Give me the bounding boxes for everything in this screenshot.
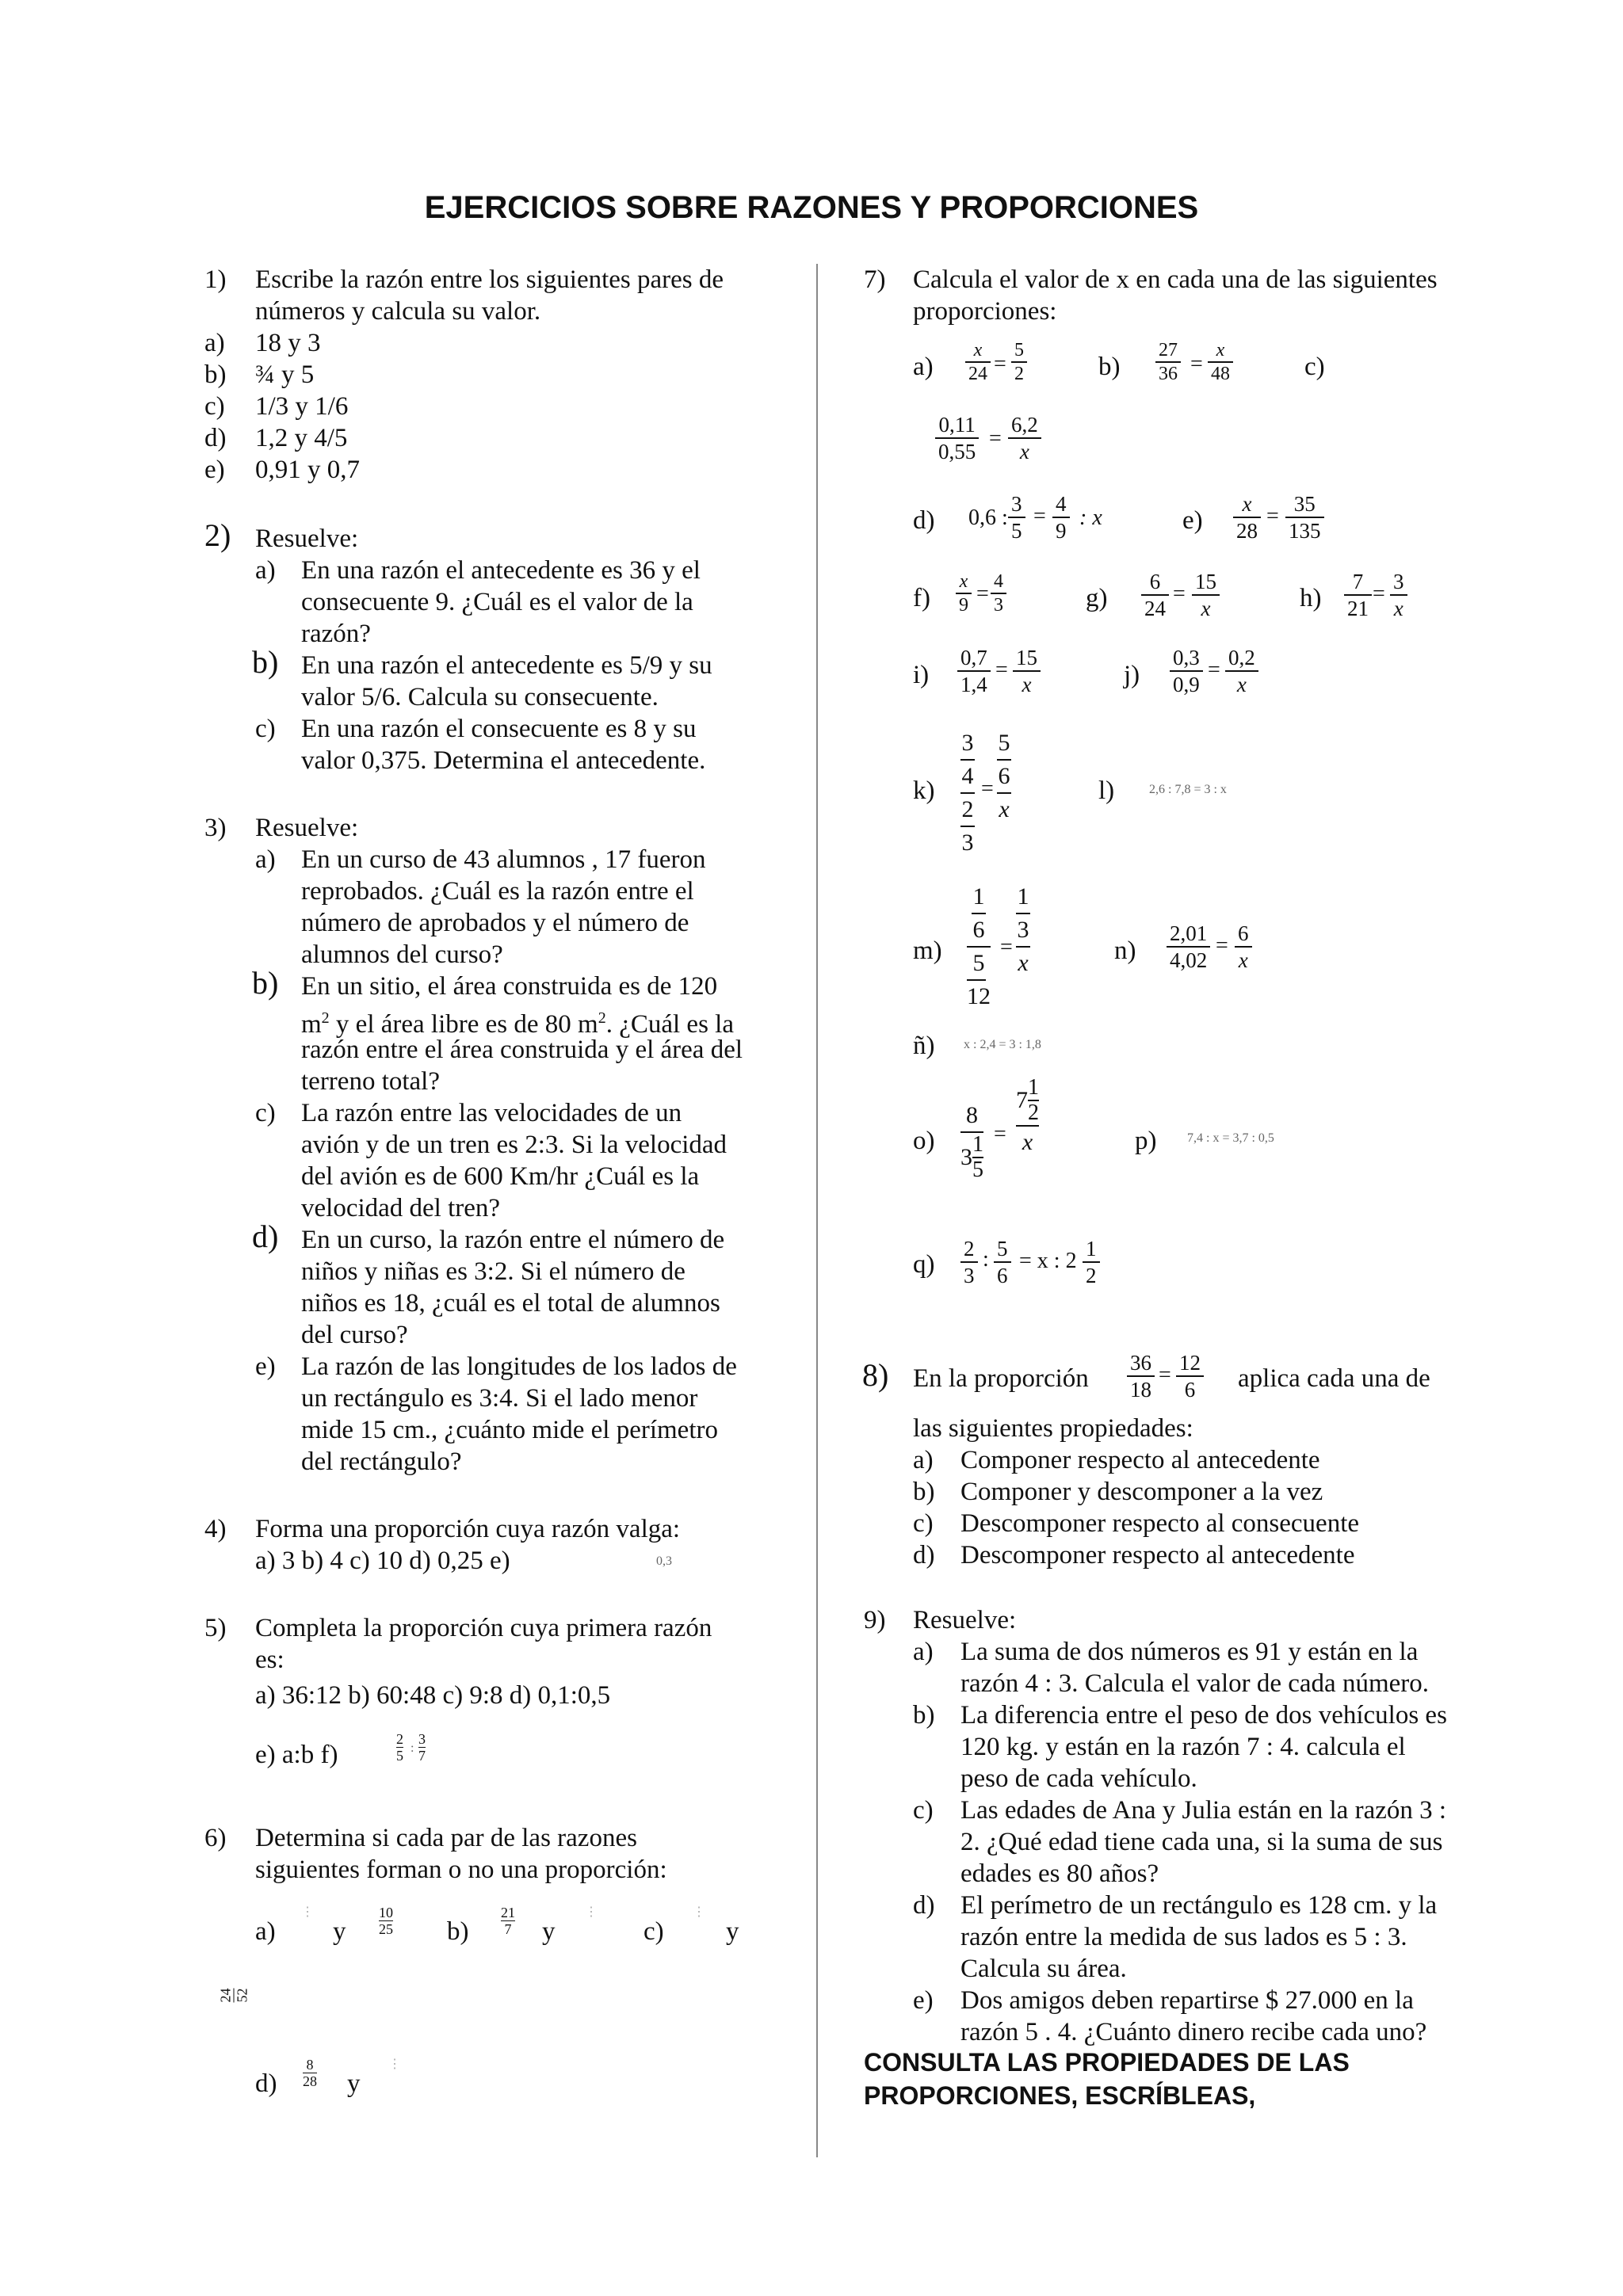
q7-j-frac1: 0,3 0,9 [1170, 645, 1203, 697]
q7-g-frac1: 6 24 [1141, 569, 1169, 621]
q6-b-frac: 21 7 [501, 1905, 515, 1937]
q7-a-eq: = [994, 352, 1006, 376]
q8-line2: las siguientes propiedades: [913, 1414, 1193, 1443]
q1-item-a-label: a) [204, 329, 225, 357]
q7-m-eq: = [1000, 935, 1013, 959]
q7-m-frac1: 1 6 5 12 [967, 883, 991, 1009]
q3-b-line1: En un sitio, el área construida es de 120 [301, 972, 718, 1001]
q6-c-label: c) [643, 1917, 664, 1946]
q6-b-label: b) [447, 1917, 469, 1946]
q2-a-line3: razón? [301, 620, 371, 648]
q7-p-label: p) [1135, 1127, 1157, 1155]
q7-j-eq: = [1208, 658, 1220, 682]
q1-item-b-label: b) [204, 360, 227, 389]
q3-e-label: e) [255, 1352, 276, 1381]
q3-d-line2: niños y niñas es 3:2. Si el número de [301, 1257, 685, 1286]
q9-d-label: d) [913, 1891, 935, 1920]
q7-a-frac2: 5 2 [1011, 339, 1027, 385]
q7-p-expr: 7,4 : x = 3,7 : 0,5 [1187, 1131, 1274, 1145]
q7-q-op: : [983, 1247, 989, 1272]
q7-n-frac1: 2,01 4,02 [1167, 921, 1210, 973]
q7-c-frac2: 6,2 x [1008, 412, 1041, 464]
q4-line2: a) 3 b) 4 c) 10 d) 0,25 e) [255, 1547, 510, 1575]
q7-m-frac2: 1 3 x [1017, 883, 1029, 976]
q3-b-line3: razón entre el área construida y el área del [301, 1035, 743, 1064]
q2-c-label: c) [255, 715, 276, 743]
q3-a-line1: En un curso de 43 alumnos , 17 fueron [301, 845, 706, 874]
q2-a-line2: consecuente 9. ¿Cuál es el valor de la [301, 588, 693, 616]
q9-a-line2: razón 4 : 3. Calcula el valor de cada número. [960, 1669, 1430, 1698]
q3-e-line4: del rectángulo? [301, 1447, 462, 1476]
q7-enye-expr: x : 2,4 = 3 : 1,8 [964, 1038, 1041, 1051]
q3-b-line2: $m^2$ y el área libre es de 80 $m^2$. ¿Cuál es la [301, 1009, 734, 1039]
q4-tiny-value: 0,3 [656, 1554, 672, 1568]
q2-c-line1: En una razón el consecuente es 8 y su [301, 715, 697, 743]
q7-n-frac2: 6 x [1235, 921, 1252, 973]
q3-d-label: d) [252, 1219, 279, 1254]
q7-number: 7) [864, 265, 886, 294]
q9-b-line2: 120 kg. y están en la razón 7 : 4. calcula el [960, 1733, 1406, 1761]
q7-c-eq: = [989, 426, 1002, 451]
q7-q-mid: = x : 2 [1019, 1249, 1077, 1273]
q1-item-d-label: d) [204, 424, 227, 452]
q7-c-frac1: 0,11 0,55 [935, 412, 979, 464]
q2-b-line1: En una razón el antecedente es 5/9 y su [301, 651, 712, 680]
q7-g-eq: = [1173, 582, 1186, 606]
q7-d-prefix: 0,6 : [968, 505, 1008, 530]
q9-c-line3: edades es 80 años? [960, 1859, 1159, 1888]
q7-o-frac1: 8 3 1 5 [960, 1102, 983, 1182]
q3-c-line2: avión y de un tren es 2:3. Si la velocidad [301, 1131, 727, 1159]
q9-c-line1: Las edades de Ana y Julia están en la razón 3 : [960, 1796, 1447, 1825]
q9-c-label: c) [913, 1796, 934, 1825]
q7-q-label: q) [913, 1250, 935, 1279]
q6-line1: Determina si cada par de las razones [255, 1824, 637, 1852]
q3-d-line1: En un curso, la razón entre el número de [301, 1226, 725, 1254]
q7-g-label: g) [1086, 584, 1108, 612]
q9-number: 9) [864, 1606, 886, 1634]
q1-item-b: ¾ y 5 [255, 360, 315, 389]
q7-i-frac1: 0,7 1,4 [957, 645, 991, 697]
q8-d: Descomponer respecto al antecedente [960, 1541, 1355, 1569]
q9-b-line3: peso de cada vehículo. [960, 1764, 1197, 1793]
q8-number: 8) [862, 1357, 889, 1393]
q7-b-label: b) [1098, 353, 1121, 381]
q7-n-eq: = [1216, 933, 1228, 958]
q7-g-frac2: 15 x [1192, 569, 1220, 621]
q9-d-line1: El perímetro de un rectángulo es 128 cm. y la [960, 1891, 1438, 1920]
q9-heading: Resuelve: [913, 1606, 1017, 1634]
q3-a-label: a) [255, 845, 276, 874]
q2-c-line2: valor 0,375. Determina el antecedente. [301, 746, 706, 775]
q9-a-line1: La suma de dos números es 91 y están en la [960, 1638, 1419, 1666]
q2-a-label: a) [255, 556, 276, 585]
q7-i-frac2: 15 x [1013, 645, 1041, 697]
q9-b-line1: La diferencia entre el peso de dos vehículos es [960, 1701, 1447, 1730]
q3-a-line3: número de aprobados y el número de [301, 909, 689, 937]
q9-d-line2: razón entre la medida de sus lados es 5 : 3. [960, 1923, 1407, 1951]
q7-q-frac1: 2 3 [960, 1236, 978, 1288]
q7-k-frac1: 3 4 2 3 [961, 730, 974, 856]
q1-number: 1) [204, 265, 227, 294]
q7-l-label: l) [1098, 776, 1115, 805]
page-title: EJERCICIOS SOBRE RAZONES Y PROPORCIONES [424, 190, 1199, 225]
q3-e-line3: mide 15 cm., ¿cuánto mide el perímetro [301, 1416, 718, 1444]
q2-heading: Resuelve: [255, 524, 359, 553]
q8-eq: = [1159, 1363, 1171, 1387]
q7-k-eq: = [981, 776, 994, 801]
q8-a: Componer respecto al antecedente [960, 1446, 1320, 1474]
q2-number: 2) [204, 517, 231, 553]
q7-line2: proporciones: [913, 297, 1057, 326]
q1-line2: números y calcula su valor. [255, 297, 541, 326]
q1-item-d: 1,2 y 4/5 [255, 424, 348, 452]
q7-m-label: m) [913, 936, 942, 965]
faded-fraction: ⋮ [585, 1905, 598, 1919]
q6-b-y: y [542, 1917, 556, 1946]
q5-line1: Completa la proporción cuya primera razón [255, 1614, 712, 1642]
q8-a-label: a) [913, 1446, 934, 1474]
q9-b-label: b) [913, 1701, 935, 1730]
q7-o-frac2: 7 1 2 x [1016, 1075, 1039, 1155]
q5-line4: e) a:b f) [255, 1741, 338, 1769]
q1-item-e: 0,91 y 0,7 [255, 456, 360, 484]
q3-number: 3) [204, 814, 227, 842]
q7-e-label: e) [1182, 506, 1203, 535]
q8-d-label: d) [913, 1541, 935, 1569]
q3-e-line2: un rectángulo es 3:4. Si el lado menor [301, 1384, 698, 1413]
column-divider [816, 264, 818, 2157]
q2-a-line1: En una razón el antecedente es 36 y el [301, 556, 701, 585]
q7-d-suffix: : x [1079, 505, 1102, 530]
q7-f-eq: = [976, 582, 989, 606]
q9-e-line2: razón 5 . 4. ¿Cuánto dinero recibe cada uno? [960, 2018, 1427, 2046]
q3-d-line4: del curso? [301, 1321, 408, 1349]
q7-f-label: f) [913, 584, 930, 612]
q7-k-label: k) [913, 776, 935, 805]
q6-a-y: y [333, 1917, 346, 1946]
q7-k-frac2: 5 6 x [998, 730, 1010, 822]
q7-n-label: n) [1114, 936, 1136, 965]
q8-pre: En la proporción [913, 1364, 1089, 1393]
q7-l-expr: 2,6 : 7,8 = 3 : x [1149, 783, 1227, 796]
q8-c: Descomponer respecto al consecuente [960, 1509, 1360, 1538]
q6-number: 6) [204, 1824, 227, 1852]
q3-d-line3: niños es 18, ¿cuál es el total de alumnos [301, 1289, 720, 1318]
q7-b-frac2: x 48 [1208, 339, 1233, 385]
q6-d-y: y [347, 2069, 361, 2098]
q3-c-line3: del avión es de 600 Km/hr ¿Cuál es la [301, 1162, 700, 1191]
q7-e-frac1: x 28 [1233, 491, 1261, 543]
q2-b-line2: valor 5/6. Calcula su consecuente. [301, 683, 659, 711]
q1-item-a: 18 y 3 [255, 329, 321, 357]
q7-h-frac2: 3 x [1390, 569, 1407, 621]
q7-q-frac2: 5 6 [994, 1236, 1011, 1288]
q3-a-line4: alumnos del curso? [301, 940, 503, 969]
q8-b: Componer y descomponer a la vez [960, 1478, 1323, 1506]
q7-d-frac2: 4 9 [1052, 491, 1070, 543]
q6-a-label: a) [255, 1917, 276, 1946]
q3-b-label: b) [252, 965, 279, 1001]
q9-e-line1: Dos amigos deben repartirse $ 27.000 en la [960, 1986, 1414, 2015]
q1-item-c: 1/3 y 1/6 [255, 392, 349, 421]
q7-a-label: a) [913, 353, 934, 381]
q7-h-frac1: 7 21 [1344, 569, 1372, 621]
q7-e-eq: = [1266, 504, 1279, 528]
q7-j-frac2: 0,2 x [1225, 645, 1258, 697]
q7-f-frac1: x 9 [956, 570, 972, 616]
q9-c-line2: 2. ¿Qué edad tiene cada una, si la suma de sus [960, 1828, 1443, 1856]
q7-o-eq: = [994, 1122, 1006, 1146]
q7-o-label: o) [913, 1127, 935, 1155]
q6-a-frac: 10 25 [379, 1905, 393, 1937]
faded-fraction: ⋮ [301, 1905, 314, 1919]
q1-item-e-label: e) [204, 456, 225, 484]
q7-q-frac3: 1 2 [1083, 1236, 1100, 1288]
q6-line2: siguientes forman o no una proporción: [255, 1855, 667, 1884]
q7-d-eq: = [1033, 504, 1046, 528]
q5-line3: a) 36:12 b) 60:48 c) 9:8 d) 0,1:0,5 [255, 1681, 611, 1710]
q8-frac2: 12 6 [1176, 1350, 1204, 1402]
footer-line2: PROPORCIONES, ESCRÍBLEAS, [864, 2081, 1256, 2110]
q5-line2: es: [255, 1646, 285, 1674]
q6-c-y: y [726, 1917, 739, 1946]
faded-fraction: ⋮ [693, 1905, 705, 1919]
q7-b-frac1: 27 36 [1155, 339, 1181, 385]
q6-c-frac: 24 52 [217, 1988, 250, 2003]
q5-f-frac2: 3 7 [418, 1731, 426, 1764]
q1-line1: Escribe la razón entre los siguientes pares de [255, 265, 724, 294]
q4-line1: Forma una proporción cuya razón valga: [255, 1515, 681, 1543]
q7-j-label: j) [1124, 661, 1140, 689]
q5-f-frac1: 2 5 [396, 1731, 403, 1764]
q3-c-line4: velocidad del tren? [301, 1194, 501, 1222]
q9-a-label: a) [913, 1638, 934, 1666]
q7-b-eq: = [1190, 352, 1203, 376]
q7-h-label: h) [1300, 584, 1322, 612]
q3-b-line4: terreno total? [301, 1067, 440, 1096]
q8-frac1: 36 18 [1127, 1350, 1155, 1402]
q3-heading: Resuelve: [255, 814, 359, 842]
q7-c-label: c) [1304, 353, 1325, 381]
q3-c-line1: La razón entre las velocidades de un [301, 1099, 682, 1127]
footer-line1: CONSULTA LAS PROPIEDADES DE LAS [864, 2048, 1350, 2077]
q7-enye-label: ñ) [913, 1032, 935, 1060]
q5-number: 5) [204, 1614, 227, 1642]
faded-fraction: ⋮ [388, 2058, 401, 2071]
q7-h-eq: = [1373, 582, 1385, 606]
q7-d-frac1: 3 5 [1008, 491, 1025, 543]
q2-b-label: b) [252, 644, 279, 680]
q4-number: 4) [204, 1515, 227, 1543]
q7-line1: Calcula el valor de x en cada una de las siguientes [913, 265, 1438, 294]
q3-e-line1: La razón de las longitudes de los lados de [301, 1352, 737, 1381]
q7-d-label: d) [913, 506, 935, 535]
q3-a-line2: reprobados. ¿Cuál es la razón entre el [301, 877, 694, 906]
q9-e-label: e) [913, 1986, 934, 2015]
q8-c-label: c) [913, 1509, 934, 1538]
q8-b-label: b) [913, 1478, 935, 1506]
q7-i-label: i) [913, 661, 930, 689]
q3-c-label: c) [255, 1099, 276, 1127]
q6-d-label: d) [255, 2069, 277, 2098]
q7-i-eq: = [995, 658, 1008, 682]
q7-a-frac1: x 24 [965, 339, 991, 385]
q7-e-frac2: 35 135 [1285, 491, 1324, 543]
q7-f-frac2: 4 3 [991, 570, 1006, 616]
q6-d-frac: 8 28 [303, 2057, 317, 2089]
q5-f-op: : [411, 1741, 414, 1755]
q9-d-line3: Calcula su área. [960, 1955, 1127, 1983]
q1-item-c-label: c) [204, 392, 225, 421]
q8-post: aplica cada una de [1238, 1364, 1430, 1393]
